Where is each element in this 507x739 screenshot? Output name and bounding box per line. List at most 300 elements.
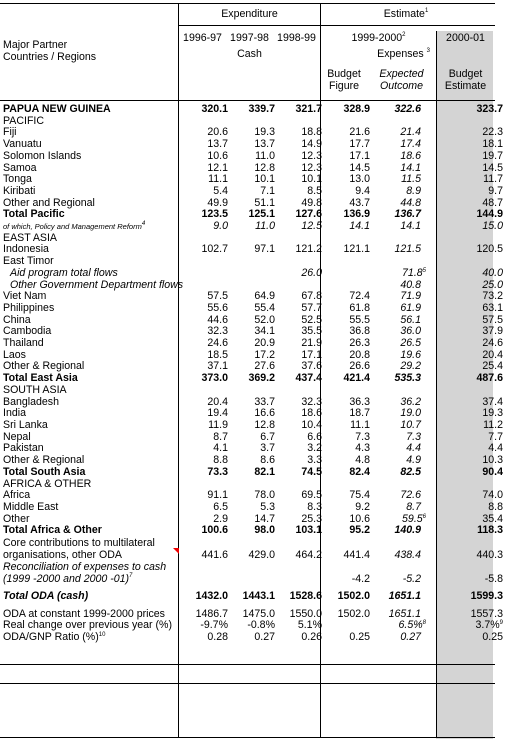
value-cell — [275, 104, 322, 116]
value-text: 320.1 — [201, 103, 228, 115]
value-text: 6.5 — [213, 500, 228, 513]
value-text: 136.9 — [343, 208, 370, 221]
value-text: 12.8 — [254, 161, 275, 174]
value-text: 57.7 — [301, 301, 322, 314]
value-text: 437.4 — [295, 372, 322, 385]
value-text: 9.2 — [355, 500, 370, 513]
value-text: 29.2 — [400, 360, 421, 373]
footer-row — [0, 632, 507, 644]
value-text: 11.1 — [350, 418, 370, 431]
value-text: 14.1 — [400, 161, 421, 174]
value-text: 11.1 — [208, 173, 228, 186]
value-text: 1651.1 — [388, 590, 421, 603]
value-cell — [322, 244, 370, 256]
table-row — [0, 174, 507, 186]
value-cell — [426, 537, 507, 561]
value-text: 52.5 — [301, 313, 322, 326]
value-text: 90.4 — [482, 465, 503, 478]
row-label-text: Other & Regional — [3, 454, 85, 467]
value-text: 13.7 — [207, 138, 228, 151]
value-cell — [182, 104, 228, 116]
budget-estimate-header: Budget Estimate — [444, 68, 487, 92]
value-text: 100.6 — [201, 524, 228, 537]
value-cell — [426, 221, 507, 233]
value-text: 3.3 — [307, 454, 322, 467]
value-text: 4.3 — [355, 442, 370, 455]
value-text: 373.0 — [201, 372, 228, 385]
value-text: 19.6 — [400, 348, 421, 361]
value-cell — [370, 373, 426, 385]
value-cell — [322, 525, 370, 537]
value-text: 121.2 — [295, 243, 322, 256]
value-cell — [275, 244, 322, 256]
row-label-text: Africa — [3, 489, 31, 502]
row-label-text: Other and Regional — [3, 196, 95, 209]
value-text: 24.6 — [482, 337, 503, 350]
value-text: 51.1 — [254, 196, 275, 209]
value-text: 19.3 — [254, 126, 275, 139]
value-text: 55.6 — [207, 301, 228, 314]
value-text: 82.4 — [349, 465, 370, 478]
value-text: 441.4 — [343, 549, 370, 562]
value-cell — [322, 373, 370, 385]
value-text: 20.6 — [207, 126, 228, 139]
row-label-text: Viet Nam — [3, 290, 47, 303]
row-label-text: Laos — [3, 348, 26, 361]
value-text: 9.0 — [213, 220, 228, 233]
value-text: 1475.0 — [242, 607, 275, 620]
row-label-line: Core contributions to multilateral — [3, 537, 155, 550]
row-label-text: Cambodia — [3, 325, 52, 338]
value-cell — [370, 467, 426, 479]
value-text: 136.7 — [394, 208, 421, 221]
value-text: 98.0 — [254, 524, 275, 537]
row-label-line: Reconciliation of expenses to cash — [3, 561, 167, 574]
value-text: 14.1 — [349, 220, 370, 233]
row-label-text: SOUTH ASIA — [3, 383, 67, 396]
value-text: 1443.1 — [242, 590, 275, 603]
value-text: 48.7 — [482, 196, 503, 209]
footnote-ref: 6 — [422, 513, 426, 520]
value-text: 5.1% — [297, 619, 322, 632]
row-label — [0, 537, 182, 561]
value-cell — [426, 104, 507, 116]
row-label — [0, 209, 182, 221]
value-cell — [322, 591, 370, 603]
row-label-text: China — [3, 313, 31, 326]
value-text: 52.0 — [254, 313, 275, 326]
value-text: 37.6 — [301, 360, 322, 373]
value-text: 103.1 — [295, 524, 322, 537]
value-cell — [322, 537, 370, 561]
value-text: 4.9 — [406, 454, 421, 467]
row-label — [0, 632, 182, 644]
value-text: 421.4 — [343, 372, 370, 385]
value-text: 0.25 — [482, 631, 503, 644]
table-row — [0, 244, 507, 256]
header-bottom-rule — [0, 100, 495, 101]
value-text: 9.7 — [488, 184, 503, 197]
value-text: 2.9 — [213, 512, 228, 525]
value-text: 5.3 — [260, 500, 275, 513]
value-cell — [275, 373, 322, 385]
value-text: 21.4 — [400, 126, 421, 139]
value-text: 14.7 — [254, 512, 275, 525]
row-label-text: Middle East — [3, 500, 59, 513]
value-text: 74.0 — [482, 489, 503, 502]
value-cell — [322, 561, 370, 585]
value-cell — [275, 591, 322, 603]
row-label-line: organisations, other ODA — [3, 549, 122, 562]
value-text: 8.5 — [307, 184, 322, 197]
value-text: 13.7 — [254, 138, 275, 151]
value-text: 11.5 — [401, 173, 421, 186]
value-text: 11.7 — [483, 173, 503, 186]
value-cell — [182, 221, 228, 233]
footnote-ref: 7 — [129, 573, 133, 580]
value-text: 14.5 — [349, 161, 370, 174]
value-text: 535.3 — [394, 372, 421, 385]
value-cell — [370, 632, 426, 644]
value-text: 25.0 — [482, 278, 503, 291]
value-cell — [370, 104, 426, 116]
row-label-text: Bangladesh — [3, 395, 59, 408]
value-text: 464.2 — [295, 549, 322, 562]
value-text: 3.7 — [260, 442, 275, 455]
row-label-text: PACIFIC — [3, 114, 45, 127]
value-text: 1432.0 — [195, 590, 228, 603]
value-text: 12.8 — [254, 418, 275, 431]
row-label — [0, 397, 182, 409]
row-label-text: PAPUA NEW GUINEA — [3, 103, 111, 115]
value-text: 59.5 — [402, 512, 423, 525]
value-text: 328.9 — [343, 103, 370, 115]
value-text: 17.2 — [254, 348, 275, 361]
value-cell — [426, 591, 507, 603]
table-row — [0, 104, 507, 116]
value-cell — [228, 104, 275, 116]
value-text: 144.9 — [476, 208, 503, 221]
table-row — [0, 209, 507, 221]
value-text: 69.5 — [301, 489, 322, 502]
row-label-text: Total Africa & Other — [3, 524, 102, 537]
value-text: 15.0 — [482, 220, 503, 233]
value-text: 82.1 — [254, 465, 275, 478]
value-text: 7.7 — [488, 430, 503, 443]
value-text: 7.1 — [260, 184, 275, 197]
value-cell — [322, 609, 370, 621]
value-text: 44.8 — [400, 196, 421, 209]
value-text: 0.26 — [301, 631, 322, 644]
value-text: 32.3 — [301, 395, 322, 408]
value-text: 1557.3 — [470, 607, 503, 620]
value-cell — [228, 373, 275, 385]
value-cell — [228, 244, 275, 256]
expected-outcome-header: Expected Outcome — [379, 68, 424, 92]
value-text: -5.8 — [484, 573, 503, 586]
row-label-text: Tonga — [3, 173, 32, 186]
value-text: 14.9 — [301, 138, 322, 151]
value-text: 487.6 — [476, 372, 503, 385]
value-text: 35.4 — [482, 512, 503, 525]
value-text: 18.5 — [207, 348, 228, 361]
value-cell — [182, 268, 228, 280]
value-text: 40.8 — [400, 278, 421, 291]
value-cell — [275, 221, 322, 233]
value-text: 20.4 — [207, 395, 228, 408]
value-text: 121.1 — [343, 243, 370, 256]
value-cell — [228, 561, 275, 585]
value-cell — [370, 221, 426, 233]
value-cell — [182, 256, 228, 268]
value-cell — [228, 256, 275, 268]
value-text: 12.1 — [207, 161, 228, 174]
table-row — [0, 490, 507, 502]
row-label-text: Other Government Department flows — [10, 278, 184, 291]
value-text: 1502.0 — [337, 607, 370, 620]
value-text: 72.6 — [400, 489, 421, 502]
value-text: 49.8 — [301, 196, 322, 209]
value-text: 72.4 — [349, 290, 370, 303]
value-cell — [228, 632, 275, 644]
expenses-header: Expenses $^3$ — [377, 48, 430, 60]
value-cell — [370, 591, 426, 603]
value-text: 339.7 — [248, 103, 275, 115]
value-cell — [426, 561, 507, 585]
value-text: 36.0 — [400, 325, 421, 338]
value-text: 4.8 — [355, 454, 370, 467]
value-text: 36.3 — [349, 395, 370, 408]
value-text: 3.7% — [475, 619, 500, 632]
value-text: 1528.6 — [289, 590, 322, 603]
value-text: 17.1 — [349, 149, 370, 162]
value-text: 82.5 — [400, 465, 421, 478]
value-text: 369.2 — [248, 372, 275, 385]
header-rule — [179, 25, 495, 26]
value-text: 0.25 — [349, 631, 370, 644]
value-cell — [322, 256, 370, 268]
value-text: 5.4 — [213, 184, 228, 197]
value-text: 7.3 — [406, 430, 421, 443]
value-text: 4.4 — [406, 442, 421, 455]
value-text: 35.5 — [301, 325, 322, 338]
value-text: 17.1 — [301, 348, 322, 361]
value-text: 10.1 — [301, 173, 322, 186]
value-cell — [228, 467, 275, 479]
value-text: 71.9 — [400, 290, 421, 303]
value-cell — [322, 104, 370, 116]
value-text: 12.3 — [301, 161, 322, 174]
value-text: 13.0 — [349, 173, 370, 186]
value-text: 75.4 — [349, 489, 370, 502]
row-label-text: Vanuatu — [3, 138, 42, 151]
year-1999: 1999-2000$^2$ — [351, 32, 406, 44]
row-label-text: Kiribati — [3, 184, 36, 197]
value-text: 6.7 — [260, 430, 275, 443]
value-text: 429.0 — [248, 549, 275, 562]
row-label-text: Nepal — [3, 430, 31, 443]
value-text: 18.6 — [301, 407, 322, 420]
cash-header: Cash — [237, 48, 262, 60]
value-text: 95.2 — [349, 524, 370, 537]
value-text: 323.7 — [476, 103, 503, 115]
value-text: 74.5 — [301, 465, 322, 478]
value-text: 8.7 — [213, 430, 228, 443]
value-cell — [426, 244, 507, 256]
value-text: 10.6 — [207, 149, 228, 162]
core-contributions-row — [0, 537, 507, 561]
year-1998: 1998-99 — [277, 32, 316, 44]
value-text: 91.1 — [207, 489, 228, 502]
value-text: 1502.0 — [337, 590, 370, 603]
value-text: 26.0 — [301, 266, 322, 279]
data-table — [0, 104, 507, 644]
value-text: 322.6 — [394, 103, 421, 115]
value-text: 11.0 — [255, 220, 275, 233]
value-text: 12.3 — [301, 149, 322, 162]
value-cell — [182, 537, 228, 561]
value-text: 25.3 — [301, 512, 322, 525]
row-label-text: Aid program total flows — [10, 266, 118, 279]
value-text: 1651.1 — [388, 607, 421, 620]
footnote-ref: 5 — [422, 267, 426, 274]
row-label-text: Other — [3, 512, 30, 525]
value-text: 10.4 — [301, 418, 322, 431]
value-text: 26.5 — [400, 337, 421, 350]
value-text: 16.6 — [254, 407, 275, 420]
value-text: 4.4 — [488, 442, 503, 455]
value-cell — [275, 632, 322, 644]
value-text: 34.1 — [254, 325, 275, 338]
value-cell — [228, 268, 275, 280]
value-cell — [182, 591, 228, 603]
row-label-text: East Timor — [3, 255, 54, 268]
value-text: 18.8 — [301, 126, 322, 139]
value-text: 441.6 — [201, 549, 228, 562]
value-text: 25.4 — [482, 360, 503, 373]
value-text: 1599.3 — [470, 590, 503, 603]
value-cell — [322, 467, 370, 479]
value-cell — [426, 467, 507, 479]
value-text: 73.3 — [207, 465, 228, 478]
value-text: 10.6 — [349, 512, 370, 525]
value-cell — [275, 525, 322, 537]
estimate-header: Estimate$^1$ — [383, 8, 429, 20]
value-text: 21.9 — [301, 337, 322, 350]
value-cell — [370, 561, 426, 585]
year-1997: 1997-98 — [230, 32, 269, 44]
value-text: 8.8 — [213, 454, 228, 467]
table-row — [0, 420, 507, 432]
value-text: 18.7 — [349, 407, 370, 420]
value-cell — [182, 632, 228, 644]
value-text: 18.6 — [400, 149, 421, 162]
value-text: 125.1 — [248, 208, 275, 221]
row-label-text: Fiji — [3, 126, 17, 139]
value-cell — [426, 632, 507, 644]
value-cell — [370, 244, 426, 256]
value-text: 71.8 — [402, 266, 423, 279]
total-oda-row — [0, 591, 507, 603]
value-text: 61.9 — [400, 301, 421, 314]
value-text: 57.5 — [482, 313, 503, 326]
value-text: 37.1 — [207, 360, 228, 373]
value-cell — [275, 561, 322, 585]
value-cell — [182, 525, 228, 537]
budget-figure-header: Budget Figure — [327, 68, 361, 92]
value-cell — [322, 632, 370, 644]
value-text: 1486.7 — [195, 607, 228, 620]
row-label-text: Sri Lanka — [3, 418, 48, 431]
row-label — [0, 116, 182, 128]
year-1996: 1996-97 — [183, 32, 222, 44]
value-cell — [228, 591, 275, 603]
value-text: 6.5% — [398, 619, 423, 632]
value-text: 64.9 — [254, 290, 275, 303]
row-label — [0, 338, 182, 350]
value-text: 118.3 — [477, 524, 503, 537]
value-text: 8.8 — [488, 500, 503, 513]
value-text: 120.5 — [476, 243, 503, 256]
value-text: 0.27 — [254, 631, 275, 644]
value-text: 24.6 — [207, 337, 228, 350]
value-text: 17.7 — [349, 138, 370, 151]
row-label-text: Other & Regional — [3, 360, 85, 373]
value-text: 3.2 — [307, 442, 322, 455]
comment-marker-icon — [173, 548, 179, 554]
value-text: 0.28 — [207, 631, 228, 644]
value-text: 67.8 — [301, 290, 322, 303]
row-label — [0, 591, 182, 603]
footnote-ref: 10 — [98, 632, 106, 639]
row-label-text: Total Pacific — [3, 208, 65, 221]
row-label-text: Real change over previous year (%) — [3, 619, 172, 632]
value-text: 0.27 — [400, 631, 421, 644]
value-text: 22.3 — [482, 126, 503, 139]
value-cell — [182, 373, 228, 385]
row-label-text: India — [3, 407, 26, 420]
value-cell — [182, 561, 228, 585]
value-text: 19.0 — [400, 407, 421, 420]
value-text: 10.3 — [482, 454, 503, 467]
value-text: 33.7 — [254, 395, 275, 408]
value-cell — [275, 467, 322, 479]
row-label-text: Solomon Islands — [3, 149, 82, 162]
row-label-text: of which, Policy and Management Reform — [3, 222, 142, 232]
total-oda-bottom-rule — [0, 683, 495, 684]
top-rule — [0, 3, 495, 4]
value-text: 438.4 — [394, 549, 421, 562]
row-label-header: Major Partner Countries / Regions — [3, 39, 97, 63]
value-text: 63.1 — [482, 301, 503, 314]
value-text: 14.1 — [400, 220, 421, 233]
value-text: 6.6 — [307, 430, 322, 443]
value-text: 11.0 — [255, 149, 275, 162]
row-label-text: EAST ASIA — [3, 231, 57, 244]
value-cell — [275, 268, 322, 280]
value-text: 10.1 — [254, 173, 275, 186]
row-label-text: ODA/GNP Ratio (%) — [3, 631, 99, 644]
value-text: 43.7 — [349, 196, 370, 209]
value-text: 17.4 — [400, 138, 421, 151]
value-text: 10.7 — [400, 418, 421, 431]
value-text: 49.9 — [207, 196, 228, 209]
value-text: 55.5 — [349, 313, 370, 326]
bottom-rule — [0, 737, 495, 738]
value-text: 8.6 — [260, 454, 275, 467]
value-text: 36.8 — [349, 325, 370, 338]
value-text: -4.2 — [351, 573, 370, 586]
